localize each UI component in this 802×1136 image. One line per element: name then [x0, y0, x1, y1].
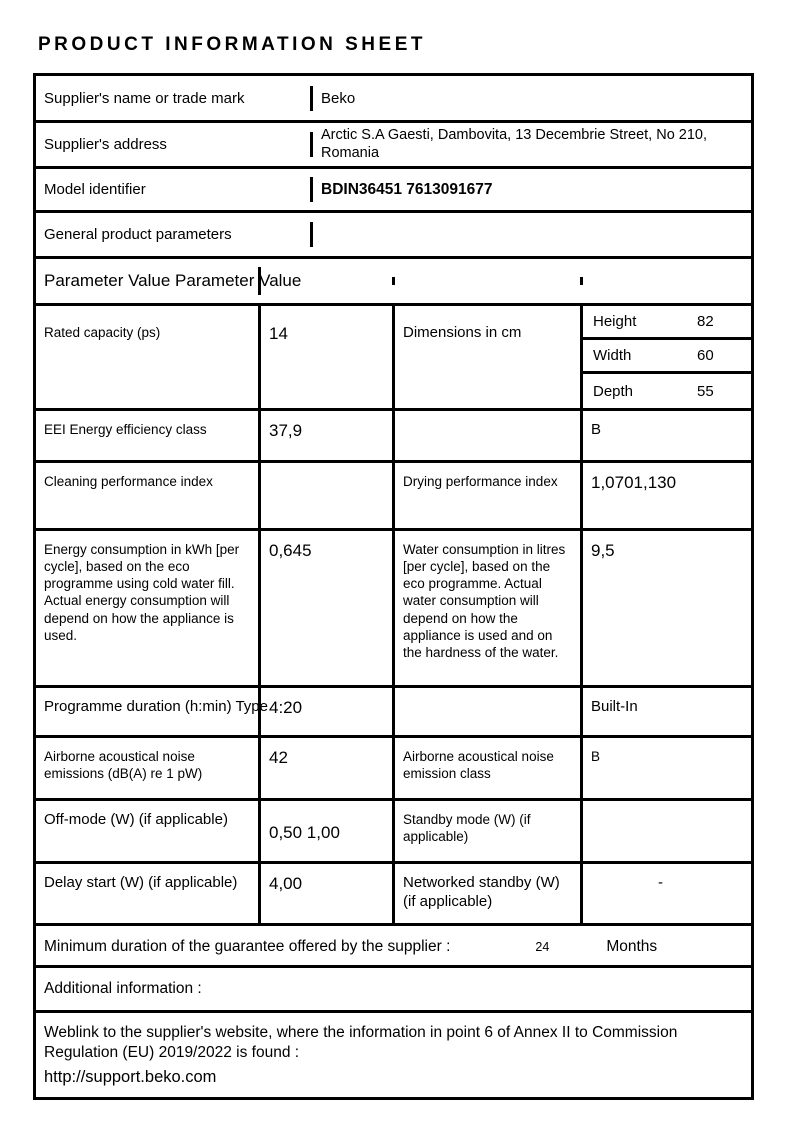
- dimensions-subtable: [583, 306, 751, 408]
- dimension-height-row: [583, 306, 751, 340]
- row-offmode: [36, 801, 751, 864]
- supplier-name-value: Beko: [321, 89, 356, 107]
- weblink-cell: [36, 1013, 751, 1097]
- weblink-description: Weblink to the supplier's website, where the information in point 6 of Annex II to Commission Regulation (EU) 2019/2022 is found :: [44, 1024, 678, 1062]
- standby-label: Standby mode (W) (if applicable): [395, 801, 583, 861]
- eei-empty-cell: [395, 411, 583, 460]
- dimension-depth-row: [583, 374, 751, 408]
- noise-class-label: Airborne acoustical noise emission class: [395, 738, 583, 798]
- row-noise: [36, 738, 751, 801]
- dimension-depth-label: Depth: [593, 382, 634, 400]
- guarantee-label: Minimum duration of the guarantee offered by the supplier :: [44, 938, 451, 955]
- dimension-depth-value: 55: [697, 382, 714, 400]
- model-identifier-value: BDIN36451 7613091677: [321, 180, 493, 198]
- row-supplier-address: [36, 123, 751, 169]
- water-consumption-value: 9,5: [591, 541, 615, 560]
- row-supplier-name: [36, 76, 751, 123]
- parameter-header-cell-2: [261, 277, 395, 285]
- rated-capacity-label: Rated capacity (ps): [36, 306, 261, 408]
- rated-capacity-value: 14: [261, 306, 395, 408]
- eei-label: EEI Energy efficiency class: [36, 411, 261, 460]
- dimension-width-row: [583, 340, 751, 374]
- programme-duration-label: Programme duration (h:min) Type: [36, 688, 261, 735]
- row-additional-info: [36, 968, 751, 1013]
- type-empty-cell: [395, 688, 583, 735]
- row-general-parameters: [36, 213, 751, 259]
- networked-standby-value: -: [658, 874, 663, 891]
- row-model-identifier: [36, 169, 751, 213]
- eei-class-value: B: [591, 421, 602, 438]
- row-consumption: [36, 531, 751, 688]
- type-value: Built-In: [591, 698, 638, 715]
- row-eei: [36, 411, 751, 463]
- noise-class-value: B: [591, 749, 601, 764]
- row-cleaning-index: [36, 463, 751, 531]
- water-consumption-label: Water consumption in litres [per cycle], based on the eco programme. Actual water consumption will depend on how the appliance is used and on the hardness of the water.: [395, 531, 583, 685]
- networked-standby-label: Networked standby (W) (if applicable): [395, 864, 583, 923]
- offmode-value: 0,50 1,00: [261, 801, 395, 861]
- row-parameter-header: [36, 259, 751, 306]
- offmode-label: Off-mode (W) (if applicable): [36, 801, 261, 861]
- row-delay-start: [36, 864, 751, 926]
- noise-emissions-label: Airborne acoustical noise emissions (dB(A) re 1 pW): [36, 738, 261, 798]
- drying-index-value: 1,0701,130: [591, 473, 677, 492]
- row-guarantee: [36, 926, 751, 968]
- row-programme-duration: [36, 688, 751, 738]
- dimension-height-label: Height: [593, 313, 637, 330]
- guarantee-value: 24: [535, 940, 550, 954]
- general-parameters-label: General product parameters: [36, 222, 313, 247]
- programme-duration-value: 4:20: [261, 688, 395, 735]
- row-weblink: [36, 1013, 751, 1097]
- delay-start-label: Delay start (W) (if applicable): [36, 864, 261, 923]
- dimension-width-label: Width: [593, 347, 632, 364]
- energy-consumption-label: Energy consumption in kWh [per cycle], based on the eco programme using cold water fill. Actual energy consumption will depend on how the appliance is used.: [36, 531, 261, 685]
- cleaning-index-value: [261, 463, 395, 528]
- additional-info-label: Additional information :: [44, 980, 202, 997]
- supplier-address-label: Supplier's address: [36, 132, 313, 157]
- supplier-weblink[interactable]: http://support.beko.com: [44, 1068, 217, 1087]
- delay-start-value: 4,00: [261, 864, 395, 923]
- dimension-height-value: 82: [697, 313, 714, 330]
- parameter-header-label: Parameter Value Parameter Value: [36, 267, 261, 295]
- supplier-address-value: Arctic S.A Gaesti, Dambovita, 13 Decembrie Street, No 210, Romania: [321, 126, 708, 161]
- product-info-table: [33, 73, 754, 1100]
- supplier-name-label: Supplier's name or trade mark: [36, 86, 313, 111]
- general-parameters-empty: [313, 231, 751, 239]
- noise-emissions-value: 42: [261, 738, 395, 798]
- parameter-header-cell-3: [395, 277, 583, 285]
- drying-index-label: Drying performance index: [395, 463, 583, 528]
- standby-value: [583, 801, 751, 861]
- parameter-header-cell-4: [583, 277, 751, 285]
- eei-value: 37,9: [261, 411, 395, 460]
- guarantee-cell: [36, 926, 751, 968]
- model-identifier-label: Model identifier: [36, 177, 313, 202]
- guarantee-unit: Months: [606, 938, 658, 955]
- cleaning-index-label: Cleaning performance index: [36, 463, 261, 528]
- energy-consumption-value: 0,645: [261, 531, 395, 685]
- row-rated-capacity: [36, 306, 751, 411]
- dimensions-label: Dimensions in cm: [395, 306, 583, 408]
- page-title: PRODUCT INFORMATION SHEET: [38, 34, 426, 55]
- dimension-width-value: 60: [697, 347, 714, 364]
